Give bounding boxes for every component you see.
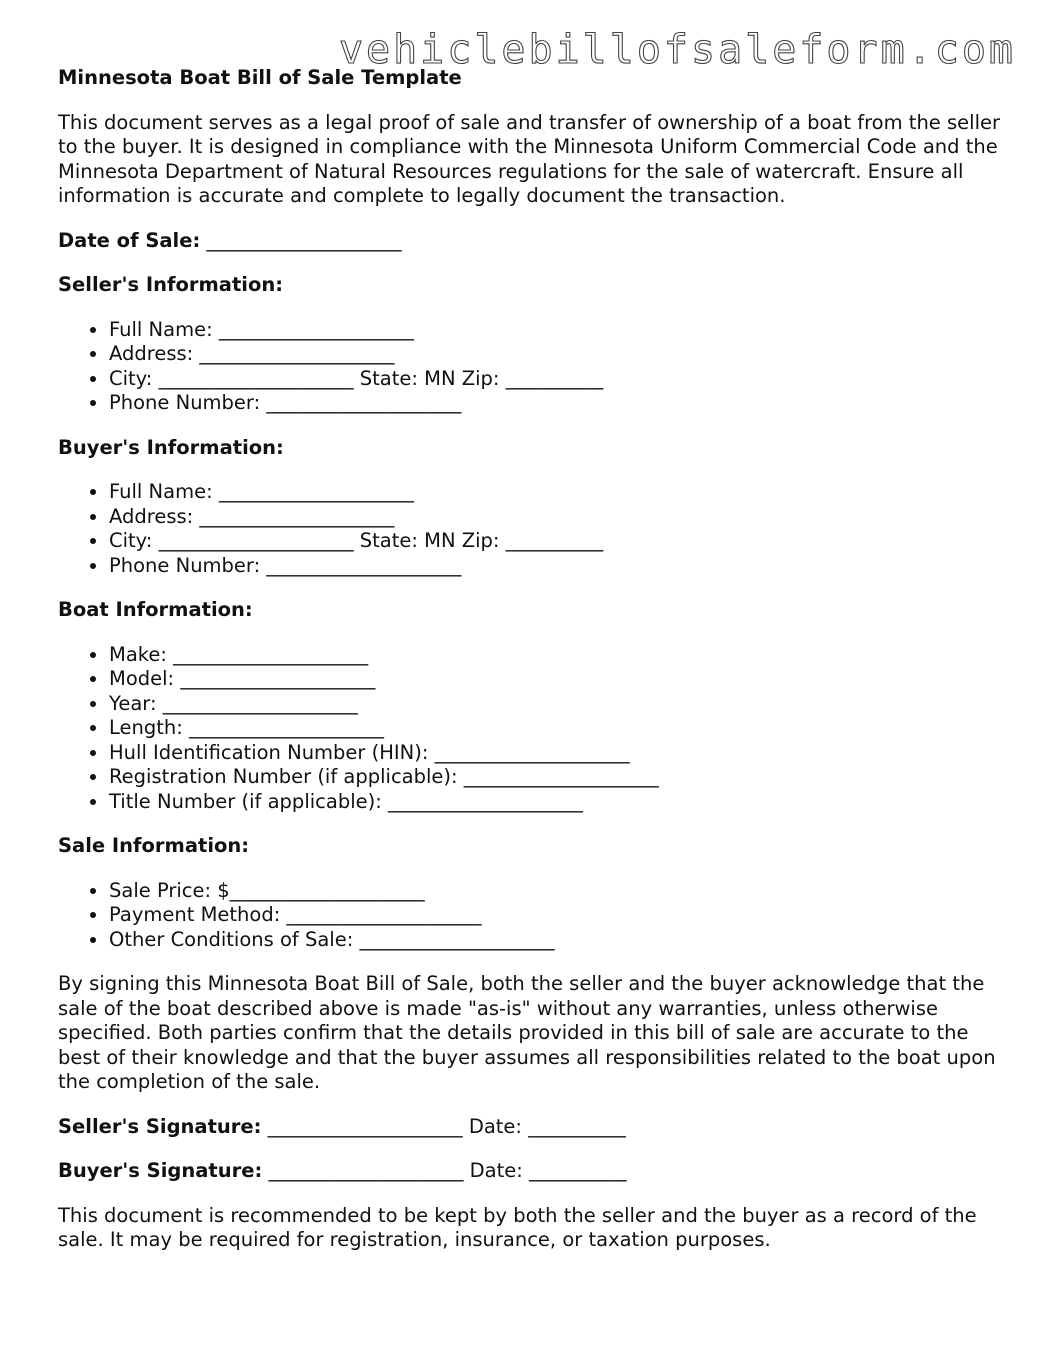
list-item: • Address: ____________________ — [109, 342, 1008, 367]
closing-paragraph: This document is recommended to be kept by both the seller and the buyer as a record of the sale. It may be required for registration, insurance, or taxation purposes. — [58, 1203, 977, 1251]
buyer-signature-blank: ____________________ Date: __________ — [268, 1159, 627, 1182]
list-item: • Year: ____________________ — [109, 692, 1008, 717]
list-item: • Sale Price: $____________________ — [109, 879, 1008, 904]
seller-signature-line — [58, 1115, 1008, 1140]
list-item: • Hull Identification Number (HIN): ____________________ — [109, 741, 1008, 766]
date-of-sale-line — [58, 229, 1008, 254]
date-of-sale-label: Date of Sale: — [58, 228, 201, 252]
date-of-sale-blank: ____________________ — [206, 228, 402, 252]
buyer-heading: Buyer's Information: — [58, 435, 284, 459]
list-item: • Length: ____________________ — [109, 716, 1008, 741]
list-item: • Phone Number: ____________________ — [109, 391, 1008, 416]
list-item: • Registration Number (if applicable): ____________________ — [109, 765, 1008, 790]
document-body — [58, 66, 1008, 1273]
sale-list — [58, 879, 1008, 953]
list-item: • Full Name: ____________________ — [109, 318, 1008, 343]
boat-heading: Boat Information: — [58, 598, 253, 621]
document-title: Minnesota Boat Bill of Sale Template — [58, 66, 462, 89]
list-item: • Other Conditions of Sale: ____________________ — [109, 928, 1008, 953]
boat-list — [58, 643, 1008, 815]
seller-heading: Seller's Information: — [58, 273, 284, 296]
sale-heading: Sale Information: — [58, 834, 250, 857]
list-item: • City: ____________________ State: MN Zip: __________ — [109, 529, 1008, 554]
list-item: • Model: ____________________ — [109, 667, 1008, 692]
buyer-list — [58, 480, 1008, 578]
intro-paragraph: This document serves as a legal proof of sale and transfer of ownership of a boat from the seller to the buyer. It is designed in compliance with the Minnesota Uniform Commercial Code and the Minnesota Department of Natural Resources regulations for the sale of watercraft. Ensure all information is accurate and complete to legally document the transaction. — [58, 110, 1000, 207]
seller-signature-blank: ____________________ Date: __________ — [267, 1114, 626, 1138]
acknowledgment-paragraph: By signing this Minnesota Boat Bill of Sale, both the seller and the buyer acknowledge that the sale of the boat described above is made "as-is" without any warranties, unless otherwise specified. Both parties confirm that the details provided in this bill of sale are accurate to the best of their knowledge and that the buyer assumes all responsibilities related to the boat upon the completion of the sale. — [58, 972, 996, 1093]
list-item: • Payment Method: ____________________ — [109, 903, 1008, 928]
list-item: • Make: ____________________ — [109, 643, 1008, 668]
buyer-signature-line — [58, 1159, 1008, 1184]
buyer-signature-label: Buyer's Signature: — [58, 1159, 263, 1182]
list-item: • Full Name: ____________________ — [109, 480, 1008, 505]
list-item: • City: ____________________ State: MN Zip: __________ — [109, 367, 1008, 392]
list-item: • Address: ____________________ — [109, 505, 1008, 530]
list-item: • Phone Number: ____________________ — [109, 554, 1008, 579]
seller-list — [58, 318, 1008, 416]
watermark: vehiclebillofsaleform.com — [338, 27, 1016, 73]
seller-signature-label: Seller's Signature: — [58, 1114, 262, 1138]
list-item: • Title Number (if applicable): ____________________ — [109, 790, 1008, 815]
